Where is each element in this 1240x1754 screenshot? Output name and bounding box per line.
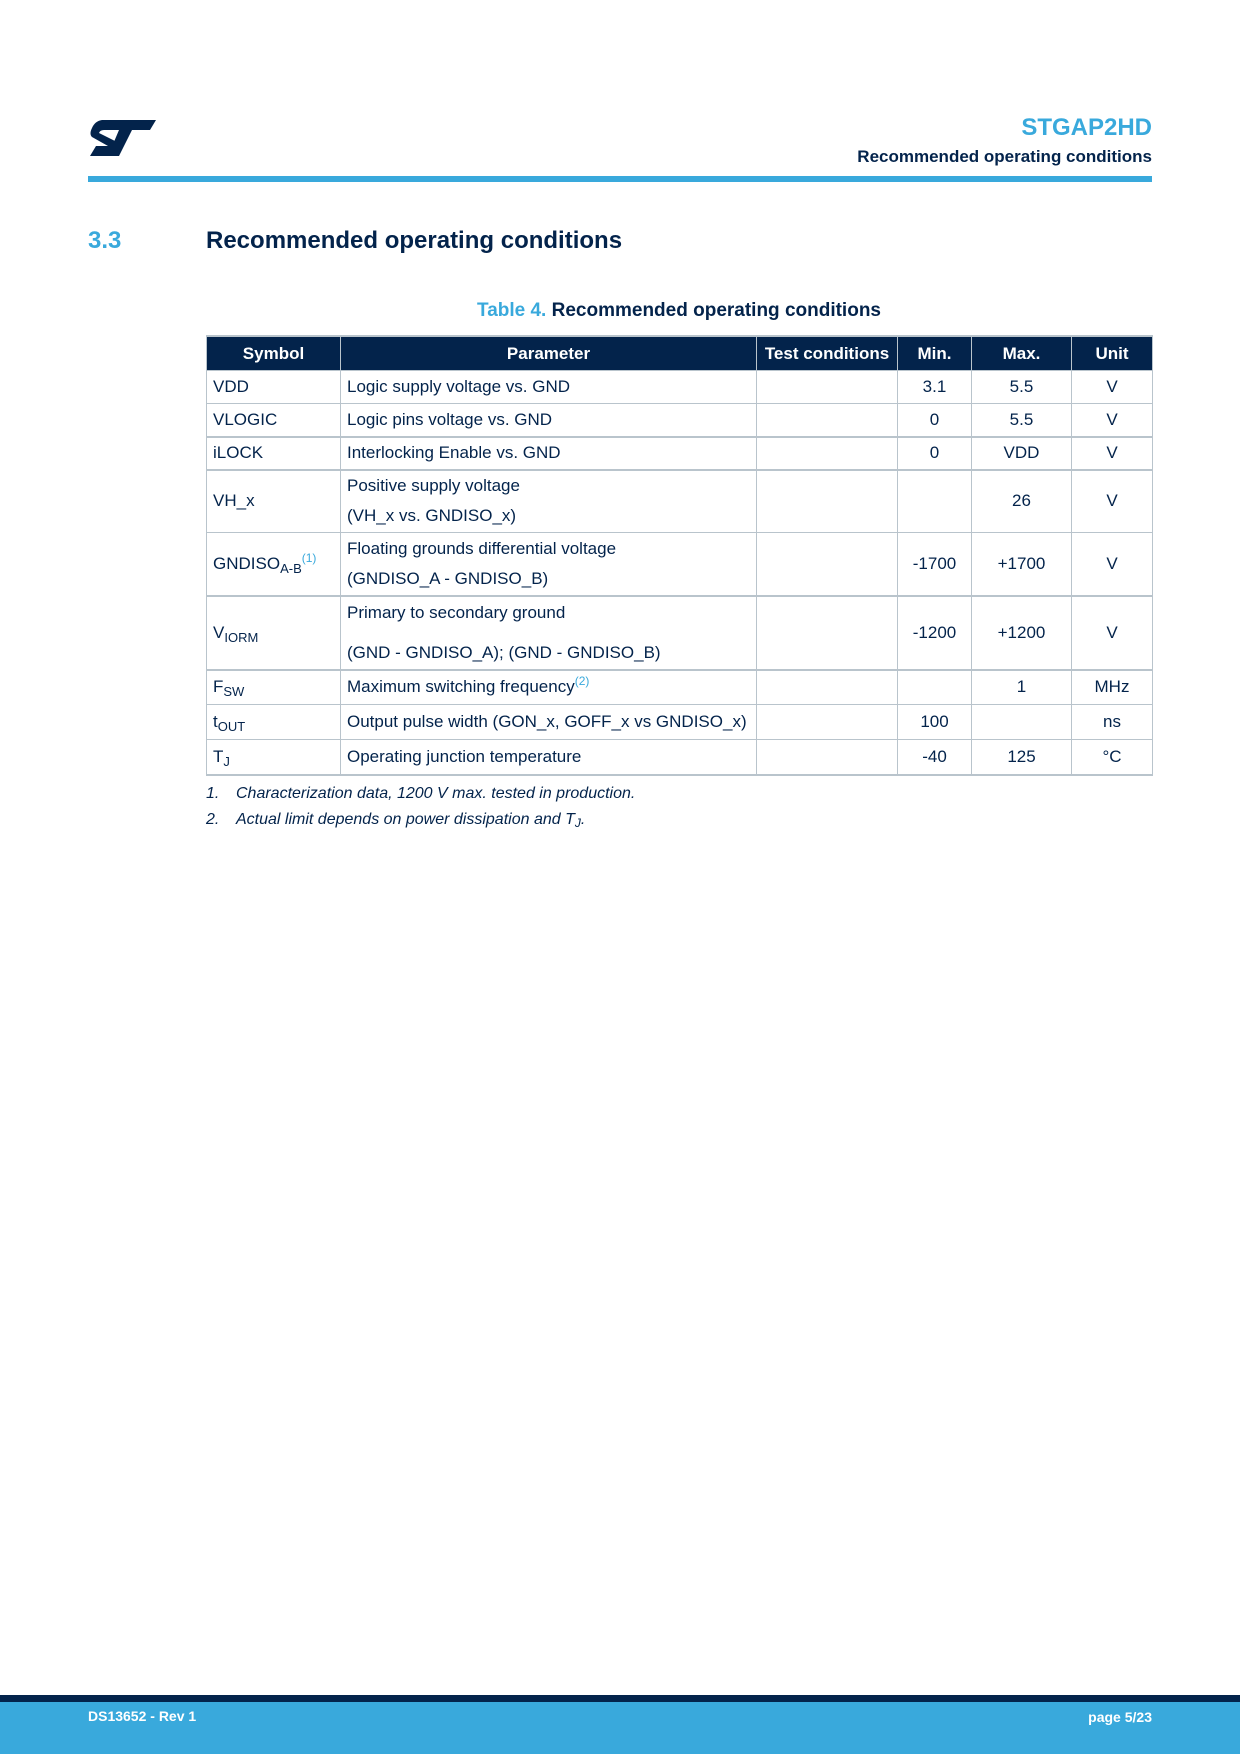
cell-max: 26 <box>972 470 1072 533</box>
cell-parameter: Operating junction temperature <box>341 740 757 775</box>
table-footnotes <box>206 783 635 835</box>
cell-symbol <box>207 670 341 705</box>
cell-symbol: VH_x <box>207 470 341 533</box>
footnote-1 <box>206 783 635 809</box>
cell-parameter <box>341 670 757 705</box>
cell-unit: ns <box>1072 705 1153 740</box>
cell-unit: V <box>1072 596 1153 670</box>
symbol-base: F <box>213 677 224 697</box>
cell-unit: V <box>1072 470 1153 533</box>
cell-min: 0 <box>898 437 972 470</box>
header-section-name: Recommended operating conditions <box>857 147 1152 166</box>
column-header-parameter: Parameter <box>341 336 757 371</box>
cell-min: -1700 <box>898 533 972 596</box>
column-header-unit: Unit <box>1072 336 1153 371</box>
parameter-text: Maximum switching frequency <box>347 677 575 697</box>
cell-min: 3.1 <box>898 371 972 404</box>
cell-test-conditions <box>757 533 898 596</box>
cell-max <box>972 705 1072 740</box>
cell-parameter <box>341 533 757 596</box>
recommended-conditions-table <box>206 335 1153 776</box>
cell-parameter: Logic pins voltage vs. GND <box>341 404 757 437</box>
parameter-line: Floating grounds differential voltage <box>347 538 617 558</box>
symbol-subscript: J <box>223 753 230 769</box>
cell-symbol <box>207 705 341 740</box>
symbol-base: T <box>213 746 224 766</box>
cell-symbol: iLOCK <box>207 437 341 470</box>
column-header-max: Max. <box>972 336 1072 371</box>
footnote-end: . <box>580 811 586 828</box>
footnote-ref-1[interactable]: (1) <box>301 550 317 565</box>
cell-parameter <box>341 596 757 670</box>
table-caption <box>206 300 1152 322</box>
cell-min <box>898 670 972 705</box>
footer-dark-band <box>0 1695 1240 1702</box>
cell-parameter: Interlocking Enable vs. GND <box>341 437 757 470</box>
st-logo-icon <box>88 118 158 158</box>
cell-parameter <box>341 470 757 533</box>
cell-unit: V <box>1072 404 1153 437</box>
symbol-base: GNDISO <box>213 553 281 573</box>
parameter-line: Positive supply voltage <box>347 476 520 496</box>
cell-unit: V <box>1072 437 1153 470</box>
cell-max: 1 <box>972 670 1072 705</box>
cell-unit: V <box>1072 371 1153 404</box>
cell-min: -40 <box>898 740 972 775</box>
cell-test-conditions <box>757 404 898 437</box>
cell-max: +1200 <box>972 596 1072 670</box>
cell-parameter: Output pulse width (GON_x, GOFF_x vs GNDISO_x) <box>341 705 757 740</box>
cell-max: VDD <box>972 437 1072 470</box>
table-row <box>207 437 1153 470</box>
table-row <box>207 470 1153 533</box>
footnote-text: Actual limit depends on power dissipation and T <box>236 811 575 828</box>
cell-test-conditions <box>757 437 898 470</box>
cell-max: +1700 <box>972 533 1072 596</box>
footnote-number: 2. <box>206 811 220 828</box>
table-row <box>207 670 1153 705</box>
table-row <box>207 533 1153 596</box>
section-title: Recommended operating conditions <box>206 227 623 254</box>
symbol-base: t <box>213 712 218 731</box>
symbol-subscript: IORM <box>224 629 259 645</box>
parameter-line: (GND - GNDISO_A); (GND - GNDISO_B) <box>347 642 661 662</box>
column-header-symbol: Symbol <box>207 336 341 371</box>
table-header-row <box>207 336 1153 371</box>
cell-min: 0 <box>898 404 972 437</box>
table-row <box>207 596 1153 670</box>
cell-unit: MHz <box>1072 670 1153 705</box>
symbol-base: V <box>213 622 225 642</box>
cell-test-conditions <box>757 371 898 404</box>
cell-max: 125 <box>972 740 1072 775</box>
table-row <box>207 705 1153 740</box>
cell-symbol: VLOGIC <box>207 404 341 437</box>
cell-test-conditions <box>757 705 898 740</box>
table-caption-label: Table 4. <box>477 300 547 321</box>
footnote-number: 1. <box>206 785 220 802</box>
footer-doc-id: DS13652 - Rev 1 <box>88 1708 197 1724</box>
footnote-2 <box>206 809 635 835</box>
cell-parameter: Logic supply voltage vs. GND <box>341 371 757 404</box>
cell-max: 5.5 <box>972 371 1072 404</box>
symbol-subscript: SW <box>223 684 245 700</box>
cell-symbol <box>207 740 341 775</box>
cell-test-conditions <box>757 670 898 705</box>
column-header-test-conditions: Test conditions <box>757 336 898 371</box>
footnote-subscript: J <box>574 816 581 830</box>
column-header-min: Min. <box>898 336 972 371</box>
cell-symbol <box>207 533 341 596</box>
cell-min: -1200 <box>898 596 972 670</box>
cell-min: 100 <box>898 705 972 740</box>
header-divider <box>88 176 1152 182</box>
symbol-subscript: OUT <box>217 719 246 734</box>
cell-test-conditions <box>757 470 898 533</box>
cell-symbol <box>207 596 341 670</box>
cell-test-conditions <box>757 596 898 670</box>
cell-unit: V <box>1072 533 1153 596</box>
symbol-subscript: A-B <box>280 560 302 576</box>
parameter-line: (GNDISO_A - GNDISO_B) <box>347 568 549 588</box>
cell-test-conditions <box>757 740 898 775</box>
table-row <box>207 371 1153 404</box>
section-number: 3.3 <box>88 227 122 254</box>
cell-symbol: VDD <box>207 371 341 404</box>
table-caption-title: Recommended operating conditions <box>551 300 881 321</box>
footnote-ref-2[interactable]: (2) <box>574 674 590 689</box>
footnote-text: Characterization data, 1200 V max. tested in production. <box>236 785 636 802</box>
table-row <box>207 740 1153 775</box>
cell-max: 5.5 <box>972 404 1072 437</box>
cell-min <box>898 470 972 533</box>
table-row <box>207 404 1153 437</box>
parameter-line: (VH_x vs. GNDISO_x) <box>347 506 517 526</box>
header-product-name: STGAP2HD <box>1021 114 1152 141</box>
cell-unit: °C <box>1072 740 1153 775</box>
footer-page-number: page 5/23 <box>1088 1709 1152 1725</box>
parameter-line: Primary to secondary ground <box>347 602 566 622</box>
